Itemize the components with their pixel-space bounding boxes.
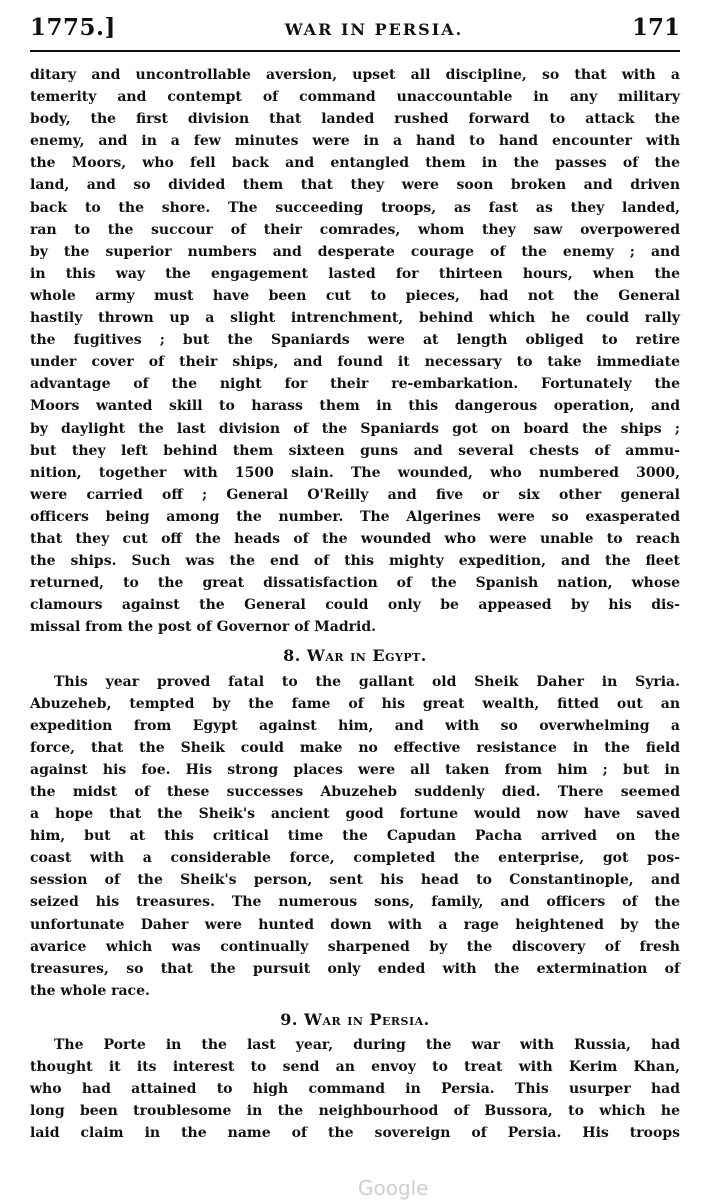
text-line: a hope that the Sheik's ancient good fortune would now have saved bbox=[30, 806, 680, 823]
text-line: the Moors, who fell back and entangled them in the passes of the bbox=[30, 155, 680, 172]
text-line: land, and so divided them that they were soon broken and driven bbox=[30, 177, 680, 194]
text-line: ran to the succour of their comrades, whom they saw overpowered bbox=[30, 221, 680, 238]
text-line: under cover of their ships, and found it necessary to take immediate bbox=[30, 354, 680, 371]
text-line: temerity and contempt of command unaccountable in any military bbox=[30, 89, 680, 106]
paragraph-continued bbox=[30, 64, 680, 638]
text-line: expedition from Egypt against him, and with so overwhelming a bbox=[30, 717, 680, 734]
text-line: laid claim in the name of the sovereign of Persia. His troops bbox=[30, 1125, 680, 1142]
text-line: in this way the engagement lasted for thirteen hours, when the bbox=[30, 265, 680, 282]
text-line: seized his treasures. The numerous sons, family, and officers of the bbox=[30, 894, 680, 911]
section-heading-war-in-persia bbox=[30, 1009, 680, 1031]
google-watermark: Google bbox=[358, 1176, 429, 1200]
text-line: officers being among the number. The Algerines were so exasperated bbox=[30, 508, 680, 525]
text-line: force, that the Sheik could make no effective resistance in the field bbox=[30, 739, 680, 756]
text-line: returned, to the great dissatisfaction of the Spanish nation, whose bbox=[30, 575, 680, 592]
text-line: that they cut off the heads of the wounded who were unable to reach bbox=[30, 530, 680, 547]
text-line: The Porte in the last year, during the war with Russia, had bbox=[54, 1037, 680, 1054]
text-line: him, but at this critical time the Capudan Pacha arrived on the bbox=[30, 828, 680, 845]
section-number: 8. bbox=[283, 646, 301, 666]
text-line: long been troublesome in the neighbourhood of Bussora, to which he bbox=[30, 1103, 680, 1120]
text-line: avarice which was continually sharpened by the discovery of fresh bbox=[30, 938, 680, 955]
paragraph-war-in-egypt bbox=[30, 671, 680, 1002]
text-line: enemy, and in a few minutes were in a hand to hand encounter with bbox=[30, 133, 680, 150]
text-line: Moors wanted skill to harass them in this dangerous operation, and bbox=[30, 398, 680, 415]
text-line: the midst of these successes Abuzeheb suddenly died. There seemed bbox=[30, 784, 680, 800]
text-line: This year proved fatal to the gallant old Sheik Daher in Syria. bbox=[54, 673, 680, 690]
paragraph-war-in-persia bbox=[30, 1034, 680, 1144]
text-line: nition, together with 1500 slain. The wounded, who numbered 3000, bbox=[30, 464, 680, 481]
text-line: who had attained to high command in Persia. This usurper had bbox=[30, 1081, 680, 1098]
text-line: treasures, so that the pursuit only ended with the extermination of bbox=[30, 960, 680, 977]
text-line: ditary and uncontrollable aversion, upset all discipline, so that with a bbox=[30, 67, 680, 83]
section-number: 9. bbox=[280, 1009, 298, 1029]
text-line: were carried off ; General O'Reilly and five or six other general bbox=[30, 486, 680, 503]
text-line: body, the first division that landed rushed forward to attack the bbox=[30, 111, 680, 128]
text-line: the fugitives ; but the Spaniards were at length obliged to retire bbox=[30, 332, 680, 349]
section-heading-war-in-egypt bbox=[30, 645, 680, 667]
text-line: the whole race. bbox=[30, 982, 150, 999]
text-line: clamours against the General could only be appeased by his dis- bbox=[30, 597, 680, 614]
text-line: back to the shore. The succeeding troops, as fast as they landed, bbox=[30, 199, 680, 216]
header-rule bbox=[30, 50, 680, 52]
page-number: 171 bbox=[631, 14, 680, 41]
section-title: War in Persia. bbox=[304, 1009, 430, 1029]
text-line: whole army must have been cut to pieces, had not the General bbox=[30, 287, 680, 304]
page-body bbox=[30, 64, 680, 1145]
text-line: but they left behind them sixteen guns and several chests of ammu- bbox=[30, 442, 680, 459]
text-line: missal from the post of Governor of Madrid. bbox=[30, 619, 377, 636]
text-line: session of the Sheik's person, sent his head to Constantinople, and bbox=[30, 872, 680, 889]
text-line: coast with a considerable force, completed the enterprise, got pos- bbox=[30, 850, 680, 867]
running-header bbox=[30, 14, 680, 50]
text-line: by the superior numbers and desperate courage of the enemy ; and bbox=[30, 243, 680, 260]
text-line: the ships. Such was the end of this mighty expedition, and the fleet bbox=[30, 553, 680, 570]
text-line: unfortunate Daher were hunted down with a rage heightened by the bbox=[30, 916, 680, 933]
text-line: advantage of the night for their re-embarkation. Fortunately the bbox=[30, 376, 680, 393]
text-line: Abuzeheb, tempted by the fame of his great wealth, fitted out an bbox=[30, 695, 680, 712]
header-title: WAR IN PERSIA. bbox=[284, 20, 464, 39]
text-line: by daylight the last division of the Spaniards got on board the ships ; bbox=[30, 420, 680, 437]
text-line: thought it its interest to send an envoy to treat with Kerim Khan, bbox=[30, 1059, 680, 1076]
header-year: 1775.] bbox=[30, 14, 116, 41]
text-line: hastily thrown up a slight intrenchment, behind which he could rally bbox=[30, 310, 680, 327]
text-line: against his foe. His strong places were all taken from him ; but in bbox=[30, 761, 680, 778]
book-page bbox=[30, 14, 680, 1145]
section-title: War in Egypt. bbox=[306, 646, 427, 666]
